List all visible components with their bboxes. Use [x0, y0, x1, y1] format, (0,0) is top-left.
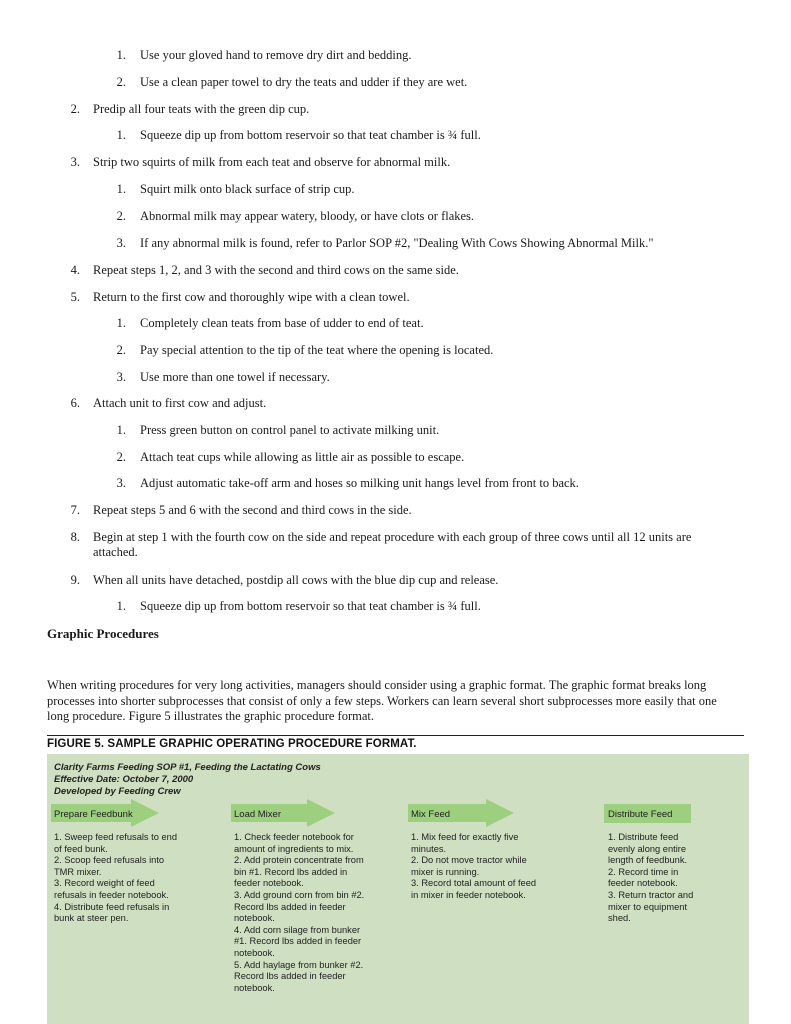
stage-steps-text: 1. Distribute feed evenly along entire length of feedbunk. 2. Record time in feeder notebook. 3. Return tractor and mixer to equipment shed. — [608, 832, 694, 924]
item-text: Completely clean teats from base of udder to end of teat. — [140, 316, 424, 330]
stage-label: Mix Feed — [411, 809, 451, 820]
stage-label: Load Mixer — [234, 809, 281, 820]
item-text: Strip two squirts of milk from each teat and observe for abnormal milk. — [93, 155, 451, 169]
item-number: 3. — [116, 476, 126, 490]
item-number: 3. — [116, 370, 126, 384]
stage-steps-text: 1. Check feeder notebook for amount of ingredients to mix. 2. Add protein concentrate from bin #1. Record lbs added in feeder notebook. 3. Add ground corn from bin #2. Record lbs added in feeder notebook. 4. Add corn silage from bunker #1. Record lbs added in feeder notebook. 5. Add haylage from bunker #2. Record lbs added in feeder notebook. — [234, 832, 365, 993]
item-text: Squeeze dip up from bottom reservoir so that teat chamber is ¾ full. — [140, 599, 481, 613]
figure-panel — [47, 754, 749, 1024]
item-text: Press green button on control panel to activate milking unit. — [140, 423, 440, 437]
item-text: Return to the first cow and thoroughly wipe with a clean towel. — [93, 290, 410, 304]
item-text: Begin at step 1 with the fourth cow on the side and repeat procedure with each group of three cows until all 12 units are attached. — [93, 530, 692, 559]
figure-divider — [47, 735, 744, 736]
figure-header-date: Effective Date: October 7, 2000 — [54, 774, 194, 785]
item-text: Abnormal milk may appear watery, bloody, or have clots or flakes. — [140, 209, 475, 223]
stage-steps — [411, 832, 543, 902]
stage-label: Distribute Feed — [608, 809, 673, 820]
item-number: 2. — [116, 75, 126, 89]
item-number: 2. — [70, 102, 80, 116]
figure-header-title: Clarity Farms Feeding SOP #1, Feeding the Lactating Cows — [54, 762, 321, 773]
stage-steps-text: 1. Mix feed for exactly five minutes. 2. Do not move tractor while mixer is running. 3. Record total amount of feed in mixer in feeder notebook. — [411, 832, 537, 900]
item-number: 3. — [70, 155, 80, 169]
item-number: 3. — [116, 236, 126, 250]
stage-steps-text: 1. Sweep feed refusals to end of feed bunk. 2. Scoop feed refusals into TMR mixer. 3. Record weight of feed refusals in feeder notebook. 4. Distribute feed refusals in bunk at steer pen. — [54, 832, 178, 924]
item-text: Squeeze dip up from bottom reservoir so that teat chamber is ¾ full. — [140, 128, 481, 142]
item-number: 2. — [116, 343, 126, 357]
item-text: Repeat steps 5 and 6 with the second and third cows in the side. — [93, 503, 412, 517]
item-number: 2. — [116, 209, 126, 223]
item-number: 2. — [116, 450, 126, 464]
stage-label: Prepare Feedbunk — [54, 809, 133, 820]
item-number: 4. — [70, 263, 80, 277]
item-number: 1. — [116, 182, 126, 196]
item-text: Pay special attention to the tip of the teat where the opening is located. — [140, 343, 494, 357]
stage-steps — [54, 832, 184, 925]
item-text: Squirt milk onto black surface of strip cup. — [140, 182, 355, 196]
stage-steps — [234, 832, 374, 994]
item-text: Repeat steps 1, 2, and 3 with the second and third cows on the same side. — [93, 263, 459, 277]
item-text: If any abnormal milk is found, refer to Parlor SOP #2, "Dealing With Cows Showing Abnormal Milk." — [140, 236, 654, 250]
item-number: 9. — [70, 573, 80, 587]
item-text: Use a clean paper towel to dry the teats and udder if they are wet. — [140, 75, 468, 89]
item-number: 7. — [70, 503, 80, 517]
item-text: Attach unit to first cow and adjust. — [93, 396, 267, 410]
item-text: Adjust automatic take-off arm and hoses so milking unit hangs level from front to back. — [140, 476, 579, 490]
section-paragraph: When writing procedures for very long activities, managers should consider using a graphic format. The graphic format breaks long processes into shorter subprocesses that consist of only a few steps. Workers can learn several short subprocesses more easily that one long procedure. Figure 5 illustrates the graphic procedure format. — [47, 678, 717, 723]
item-text: Attach teat cups while allowing as little air as possible to escape. — [140, 450, 465, 464]
item-number: 1. — [116, 423, 126, 437]
item-number: 8. — [70, 530, 80, 544]
figure-header-crew: Developed by Feeding Crew — [54, 786, 181, 797]
item-number: 6. — [70, 396, 80, 410]
item-number: 1. — [116, 128, 126, 142]
figure-title: FIGURE 5. SAMPLE GRAPHIC OPERATING PROCEDURE FORMAT. — [47, 738, 417, 750]
section-heading: Graphic Procedures — [47, 626, 159, 641]
item-number: 1. — [116, 599, 126, 613]
item-number: 5. — [70, 290, 80, 304]
item-number: 1. — [116, 48, 126, 62]
item-number: 1. — [116, 316, 126, 330]
item-text: When all units have detached, postdip all cows with the blue dip cup and release. — [93, 573, 499, 587]
item-text: Use more than one towel if necessary. — [140, 370, 330, 384]
stage-steps — [608, 832, 698, 925]
item-text: Use your gloved hand to remove dry dirt and bedding. — [140, 48, 412, 62]
item-text: Predip all four teats with the green dip cup. — [93, 102, 310, 116]
